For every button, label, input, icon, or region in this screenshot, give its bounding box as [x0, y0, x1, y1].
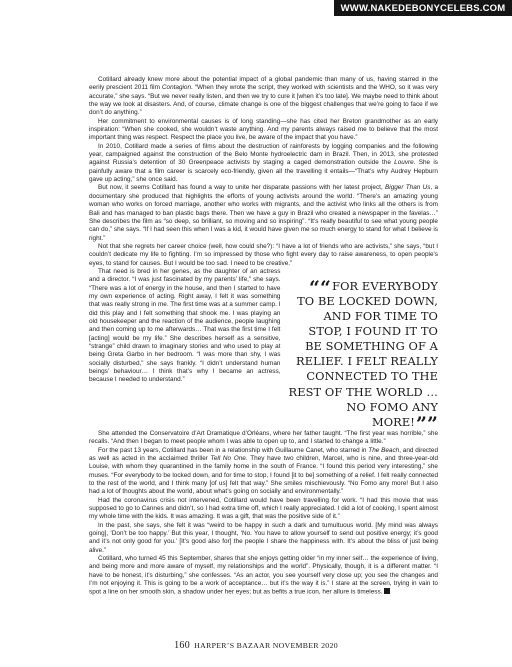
text-run: . “When they wrote the script, they worked with scientists and the WHO, so it was very accurate,” she says. “But we never really listen, and then we try to cure it [when it’s too late]. We maybe need to think about the way we look at disasters. And, of course, climate change is one of the biggest challenges that we’re going to face if we don’t do anything.”: [89, 84, 438, 117]
text-run: She attended the Conservatoire d’Art Dramatique d’Orléans, where her father taught. “The first year was horrible,” she recalls. “And then I began to meet people whom I was able to open up to, and I started to change a little.”: [89, 429, 438, 446]
end-of-article-mark: [384, 588, 390, 594]
paragraph-split: That need is bred in her genes, as the daughter of an actress and a director. “I was just fascinated by my parents’ life,” she says. “There was a lot of energy in the house, and then I started to have my own experience of acting. Right away, I felt it was something that was really strong in me. The first time was at a summer camp. I did this play and I felt something that shook me. I was playing an old housekeeper and the reaction of the audience, people laughing and then coming up to me afterwards… That was the first time I felt [acting] would be my life.” She describes herself as a sensitive, “strange” child drawn to imaginary stories and who used to play at being Greta Garbo in her bedroom. “I was more than shy, I was socially disturbed,” she says frankly. “I didn’t understand human beings’ behaviour… I think that’s why I became an actress, because I needed to understand.”: [89, 267, 281, 384]
italic-title: Tell No One: [210, 454, 246, 462]
paragraph: [89, 118, 438, 143]
pull-quote: [288, 276, 438, 435]
page-footer: [0, 640, 512, 651]
article-bottom-section: [89, 430, 438, 597]
text-run: Her commitment to environmental causes is of long standing—she has cited her Breton grandmother as an early inspiration: “When she cooked, she wouldn’t waste anything. And my parents always raised me to believe that the most important thing was respect. Respect the place you live, be aware of the impact that you have.”: [89, 117, 438, 142]
watermark-text: WWW.NAKEDEBONYCELEBS.COM: [340, 2, 506, 14]
text-run: In 2010, Cotillard made a series of films about the destruction of rainforests by logging companies and the following year, campaigned against the construction of the Belo Monte hydroelectric dam in Brazil. Then, in 2013, she protested against Russia’s detention of 30 Greenpeace activists by staging a caged demonstration outside the: [89, 142, 438, 167]
publication-line: HARPER’S BAZAAR NOVEMBER 2020: [194, 641, 338, 650]
text-run: Had the coronavirus crisis not intervened, Cotillard would have been travelling for work. “I had this movie that was supposed to go to Cannes and didn’t, so I had extra time off, which I really appreciated. I did a lot of cooking, I spent almost my whole time with the kids. It was amazing. It was a gift, that was the positive side of it.”: [89, 496, 438, 521]
italic-title: Bigger Than Us: [385, 184, 431, 192]
paragraph: [89, 555, 438, 597]
text-run: . She is painfully aware that a film career is scarcely eco-friendly, given all the travelling it entails—“That’s why Audrey Hepburn gave up acting,” she once said.: [89, 159, 438, 184]
paragraph: [89, 522, 438, 555]
text-run: . They have two children, Marcel, who is nine, and three-year-old Louise, with whom they quarantined in the family home in the south of France. “I found this period very interesting,” she muses. “For everybody to be locked down, and for time to stop, I found [it to be] something of a relief. I felt really connected to the rest of the world, and I think many [of us] felt that way.” She smiles mischievously. “No Fomo any more! But I also had a lot of thoughts about the world, about what’s going on socially and environmentally.”: [89, 454, 438, 496]
article-split-section: [89, 267, 438, 435]
italic-title: Louvre: [394, 159, 414, 167]
paragraph: [89, 143, 438, 185]
text-run: But now, it seems Cotillard has found a way to unite her disparate passions with her latest project,: [98, 184, 386, 192]
article-body: [89, 76, 438, 597]
paragraph: [89, 447, 438, 497]
watermark-banner: [334, 0, 512, 16]
open-quote-mark: ““: [309, 276, 332, 299]
text-run: In the past, she says, she felt it was “weird to be happy in such a dark and tumultuous world. [My mind was always going], ‘Don’t be too happy.’ But this year, I thought, ‘No. You have to allow yourself to send out positive energy; it’s good and it’s not only good for you.’ [It’s good also for] the people I share the happiness with. It’s about the bliss of just being alive.”: [89, 521, 438, 554]
split-column: [89, 268, 280, 385]
close-quote-mark: ””: [415, 412, 438, 435]
paragraph: [89, 497, 438, 522]
text-run: Cotillard, who turned 45 this September, shares that she enjoys getting older “in my inner self… the experience of living, and being more and more aware of myself, my relationships and the world”. Physically, though, it is a different matter. “I have to be honest, it’s disturbing,” she confesses. “As an actor, you see yourself very close up; you see the changes and I’m not enjoying it. This is going to be a work of acceptance… but it’s the way it is.” I stare at the screen, trying in vain to spot a line on her smooth skin, a shadow under her eyes; but as befits a true icon, her allure is timeless.: [89, 555, 438, 596]
text-run: Cotillard already knew more about the potential impact of a global pandemic than many of us, having starred in the eerily prescient 2011 film: [89, 76, 438, 92]
text-run: , a documentary she produced that highlights the efforts of young activists around the world. “There’s an amazing young woman who works on forced marriage, another who works with migrants, and the activist who links all the others is from Bali and has managed to ban plastic bags there. Then we have a guy in Brazil who created a newspaper in the favelas…” She describes the film as “so deep, so brilliant, so moving and so inspiring”. “It’s really beautiful to see what young people can do,” she says. “If I had seen this when I was a kid, it would have given me so much energy to stand for what I believe is right.”: [89, 184, 439, 242]
paragraph: [89, 76, 438, 118]
article-top-section: [89, 76, 438, 268]
text-run: Not that she regrets her career choice (well, how could she?): “I have a lot of friends who are activists,” she says, “but I couldn’t dedicate my life to fighting. I’m so impressed by those who fight every day to raise awareness, to open people’s eyes, to stand for causes. But I would be too sad. I need to be creative.”: [89, 242, 438, 267]
paragraph: [89, 184, 438, 242]
text-run: , and directed as well as acted in the acclaimed thriller: [89, 446, 438, 462]
italic-title: Contagion: [161, 84, 192, 92]
paragraph: [89, 243, 438, 268]
text-run: For the past 13 years, Cotillard has been in a relationship with Guillaume Canet, who starred in: [98, 446, 369, 454]
paragraph: [89, 430, 438, 447]
pull-quote-text: FOR EVERYBODY TO BE LOCKED DOWN, AND FOR TIME TO STOP, I FOUND IT TO BE SOMETHING OF A RELIEF. I FELT REALLY CONNECTED TO THE REST OF THE WORLD … NO FOMO ANY MORE!: [288, 278, 438, 429]
italic-title: The Beach: [368, 446, 400, 454]
page-number: 160: [174, 640, 190, 651]
